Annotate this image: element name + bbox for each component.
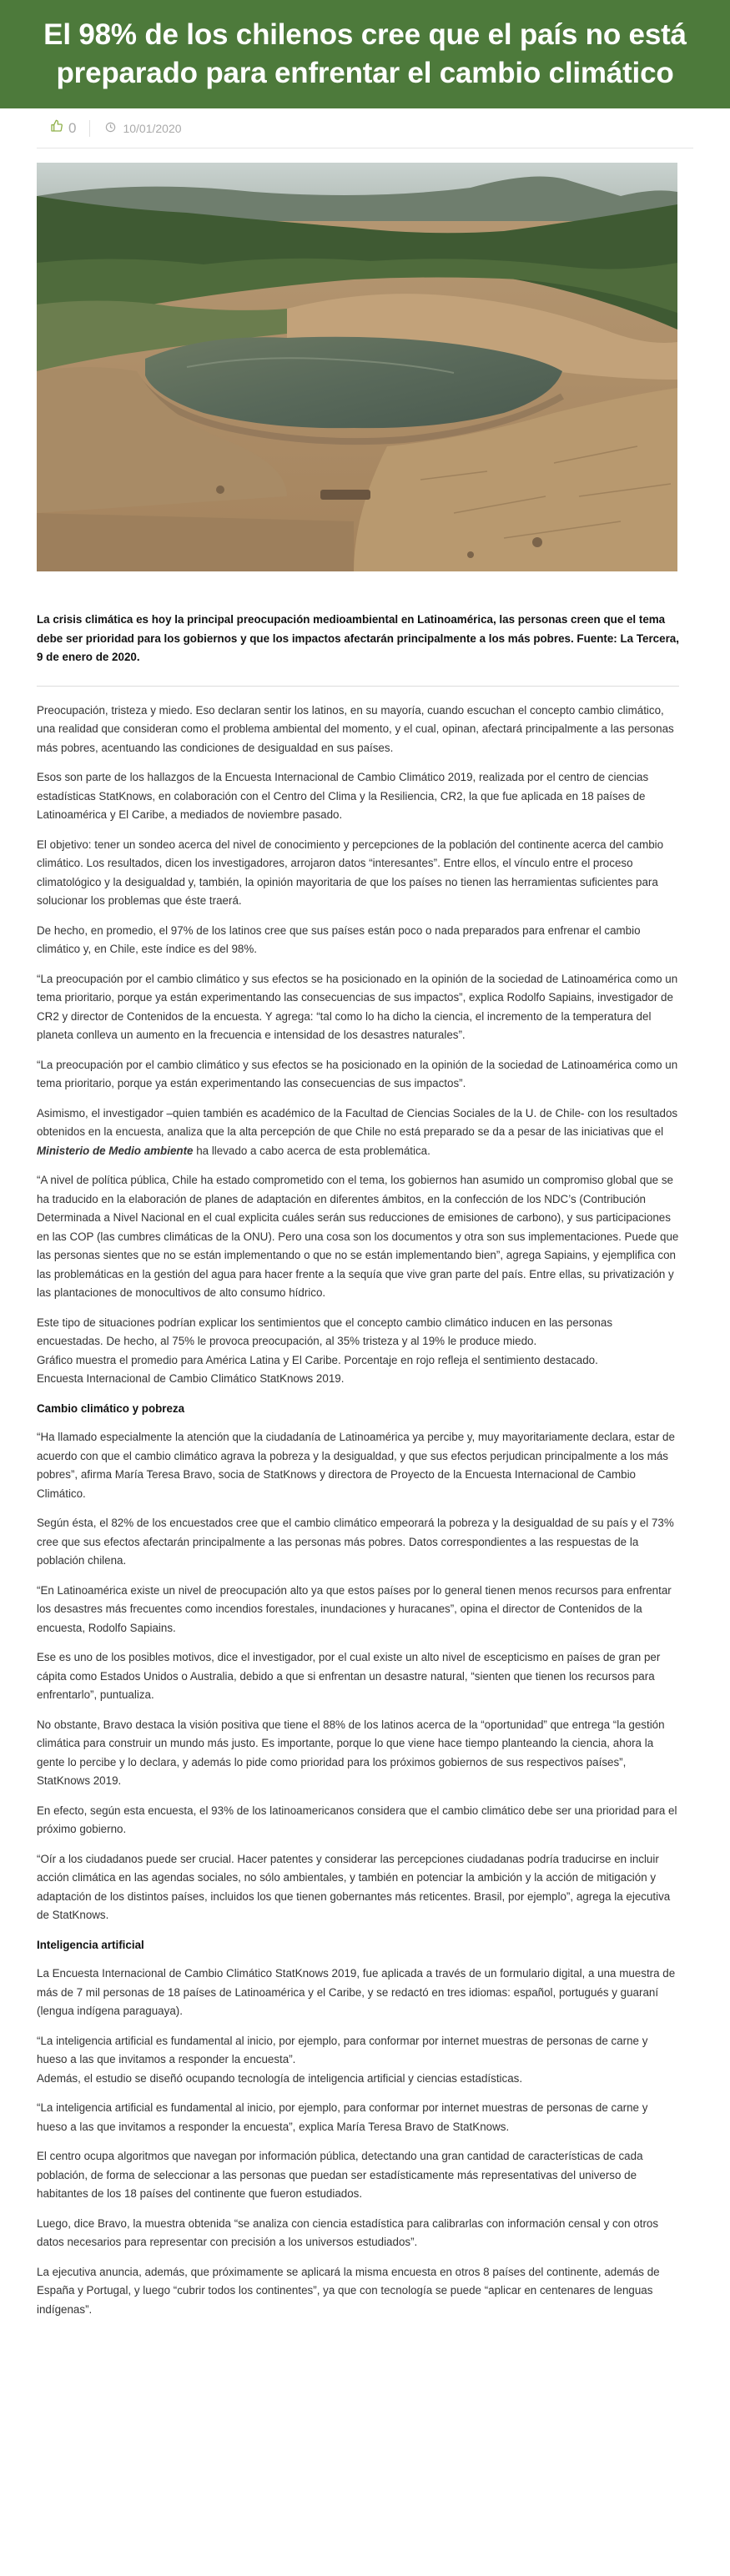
section-heading-pobreza: Cambio climático y pobreza <box>37 1401 185 1415</box>
chart-note-line: Encuesta Internacional de Cambio Climático StatKnows 2019. <box>37 1372 345 1385</box>
clock-icon <box>105 122 116 135</box>
paragraph: “Oír a los ciudadanos puede ser crucial. Hacer patentes y considerar las percepciones ciudadanas podría traducirse en incluir acción climática en las agendas sociales, no sólo ambientales, y también en potenciar la ambición y la acción de mitigación y adaptación de los distintos países, incluidos los que tienen gobernantes más reticentes. Brasil, por ejemplo”, agrega la ejecutiva de StatKnows. <box>37 1852 671 1921</box>
chart-note-line: Este tipo de situaciones podrían explicar los sentimientos que el concepto cambio climático inducen en las personas encuestadas. De hecho, al 75% le provoca preocupación, al 35% tristeza y al 19% le produce miedo. <box>37 1316 613 1347</box>
article-title: El 98% de los chilenos cree que el país no está preparado para enfrentar el cambio climático <box>43 18 687 89</box>
article-lead: La crisis climática es hoy la principal preocupación medioambiental en Latinoamérica, las personas creen que el tema debe ser prioridad para los gobiernos y que los impactos afectarán principalmente a los más pobres. Fuente: La Tercera, 9 de enero de 2020. <box>37 613 679 663</box>
paragraph: Ese es uno de los posibles motivos, dice el investigador, por el cual existe un alto nivel de escepticismo en países de gran per cápita como Estados Unidos o Australia, debido a que si enfrentan un desastre natural, “sienten que tienen los recursos para enfrentarlo”, puntualiza. <box>37 1651 661 1701</box>
lead-divider <box>37 686 679 687</box>
publish-date <box>105 122 181 135</box>
paragraph: El objetivo: tener un sondeo acerca del nivel de conocimiento y percepciones de la población del continente acerca del cambio climático. Los resultados, dicen los investigadores, arrojaron datos “interesantes”. Entre ellos, el vínculo entre el proceso climatológico y la desigualdad y, también, la opinión mayoritaria de que los países no tienen las herramientas suficientes para solucionar los problemas que éste traerá. <box>37 838 664 907</box>
ministerio-emphasis: Ministerio de Medio ambiente <box>37 1144 194 1157</box>
text-run: Asimismo, el investigador –quien también es académico de la Facultad de Ciencias Sociales de la U. de Chile- con los resultados obtenidos en la encuesta, analiza que la alta percepción de que Chile no está preparado se da a pesar de las iniciativas que el <box>37 1106 678 1138</box>
paragraph: La Encuesta Internacional de Cambio Climático StatKnows 2019, fue aplicada a través de un formulario digital, a una muestra de más de 7 mil personas de 18 países de Latinoamérica y el Caribe, y se redactó en tres idiomas: español, portugués y guaraní (lengua indígena paraguaya). <box>37 1967 676 2017</box>
paragraph: “En Latinoamérica existe un nivel de preocupación alto ya que estos países por lo general tienen menos recursos para enfrentar los desastres más frecuentes como incendios forestales, inundaciones y huracanes”, opina el director de Contenidos de la encuesta, Rodolfo Sapiains. <box>37 1583 672 1634</box>
section-heading-ia: Inteligencia artificial <box>37 1938 144 1951</box>
paragraph: De hecho, en promedio, el 97% de los latinos cree que sus países están poco o nada preparados para enfrenar el cambio climático y, en Chile, este índice es del 98%. <box>37 923 641 955</box>
paragraph: Luego, dice Bravo, la muestra obtenida “se analiza con ciencia estadística para calibrarlas con información censal y con otros datos necesarios para representar con precisión a los universos estudiados”. <box>37 2216 659 2248</box>
article-photo <box>37 163 677 571</box>
paragraph-ministerio <box>37 1104 679 1161</box>
paragraph: “Ha llamado especialmente la atención que la ciudadanía de Latinoamérica ya percibe y, muy mayoritariamente declara, estar de acuerdo con que el cambio climático agrava la pobreza y la desigualdad, y que sus efectos perjudican principalmente a los más pobres”, afirma María Teresa Bravo, socia de StatKnows y directora de Proyecto de la Encuesta Internacional de Cambio Climático. <box>37 1431 675 1500</box>
article-body <box>37 611 679 2330</box>
publish-date-text: 10/01/2020 <box>123 121 182 135</box>
meta-divider <box>89 120 90 137</box>
paragraph: “La inteligencia artificial es fundamental al inicio, por ejemplo, para conformar por internet muestras de personas de carne y hueso a las que invitamos a responder la encuesta”, explica María Teresa Bravo de StatKnows. <box>37 2101 648 2133</box>
ai-quote-block <box>37 2032 679 2089</box>
paragraph: En efecto, según esta encuesta, el 93% de los latinoamericanos considera que el cambio climático debe ser una prioridad para el próximo gobierno. <box>37 1804 677 1835</box>
paragraph: “La preocupación por el cambio climático y sus efectos se ha posicionado en la opinión de la sociedad de Latinoamérica como un tema prioritario, porque ya están experimentando las consecuencias de sus impactos”. <box>37 1058 678 1089</box>
paragraph: La ejecutiva anuncia, además, que próximamente se aplicará la misma encuesta en otros 8 países del continente, además de España y Portugal, y luego “cubrir todos los continentes”, ya que con tecnología se puede “aplicar en centenares de lenguas indígenas”. <box>37 2265 660 2316</box>
paragraph: “A nivel de política pública, Chile ha estado comprometido con el tema, los gobiernos han asumido un compromiso global que se ha traducido en la elaboración de planes de adaptación en diferentes ámbitos, en la confección de los NDC’s (Contribución Determinada a Nivel Nacional en el cual explicita cuáles serán sus reducciones de emisiones de carbono), y sus participaciones en las COP (las cumbres climáticas de la ONU). Pero una cosa son los documentos y otra son sus implementaciones. Puede que las personas sientes que no se están implementando o que no se están implementando bien”, agrega Sapiains, y ejemplifica con las problemáticas en la gestión del agua para hacer frente a la sequía que vive gran parte del país. Entre ellas, su privatización y las plantaciones de monocultivos de alto consumo hídrico. <box>37 1174 679 1299</box>
article-header <box>0 0 730 108</box>
like-button[interactable] <box>37 119 89 137</box>
chart-note <box>37 1314 679 1389</box>
paragraph: El centro ocupa algoritmos que navegan por información pública, detectando una gran cantidad de características de cada población, de forma de seleccionar a las personas que puedan ser estadísticamente más representativas del universo de habitantes de los 18 países del continente que fueron estudiados. <box>37 2150 643 2200</box>
article-meta <box>37 108 693 148</box>
paragraph: Según ésta, el 82% de los encuestados cree que el cambio climático empeorará la pobreza y la desigualdad de su país y el 73% cree que sus efectos afectarán principalmente a las personas más pobres. Datos correspondientes a las respuestas de la población chilena. <box>37 1517 674 1567</box>
chart-note-line: Gráfico muestra el promedio para América Latina y El Caribe. Porcentaje en rojo refleja el sentimiento destacado. <box>37 1353 598 1366</box>
quote-line: Además, el estudio se diseñó ocupando tecnología de inteligencia artificial y ciencias estadísticas. <box>37 2071 523 2085</box>
paragraph: Esos son parte de los hallazgos de la Encuesta Internacional de Cambio Climático 2019, realizada por el centro de ciencias estadísticas StatKnows, en colaboración con el Centro del Clima y la Resiliencia, CR2, la que fue aplicada en 18 países de Latinoamérica y El Caribe, a mediados de noviembre pasado. <box>37 771 649 821</box>
paragraph: “La preocupación por el cambio climático y sus efectos se ha posicionado en la opinión de la sociedad de Latinoamérica como un tema prioritario, porque ya están experimentando las consecuencias de sus impactos”, explica Rodolfo Sapiains, investigador de CR2 y director de Contenidos de la encuesta. Y agrega: “tal como lo ha dicho la ciencia, el incremento de la temperatura del planeta conlleva un aumento en la frecuencia e intensidad de los desastres naturales”. <box>37 972 678 1041</box>
like-count: 0 <box>68 119 77 136</box>
paragraph: Preocupación, tristeza y miedo. Eso declaran sentir los latinos, en su mayoría, cuando escuchan el concepto cambio climático, una realidad que consideran como el problema ambiental del momento, y el cual, opinan, afectará principalmente a las personas más pobres, acentuando las condiciones de desigualdad en sus países. <box>37 703 674 754</box>
thumbs-up-icon <box>50 119 63 137</box>
paragraph: No obstante, Bravo destaca la visión positiva que tiene el 88% de los latinos acerca de la “oportunidad” que entrega “la gestión climática para construir un mundo más justo. Es importante, porque lo que viene hace tiempo planteando la ciencia, ahora la gente lo percibe y lo declara, y además lo pide como prioridad para los próximos gobiernos de sus respectivos países”, StatKnows 2019. <box>37 1718 665 1787</box>
text-run: ha llevado a cabo acerca de esta problemática. <box>193 1144 430 1157</box>
quote-line: “La inteligencia artificial es fundamental al inicio, por ejemplo, para conformar por internet muestras de personas de carne y hueso a las que invitamos a responder la encuesta”. <box>37 2034 648 2065</box>
